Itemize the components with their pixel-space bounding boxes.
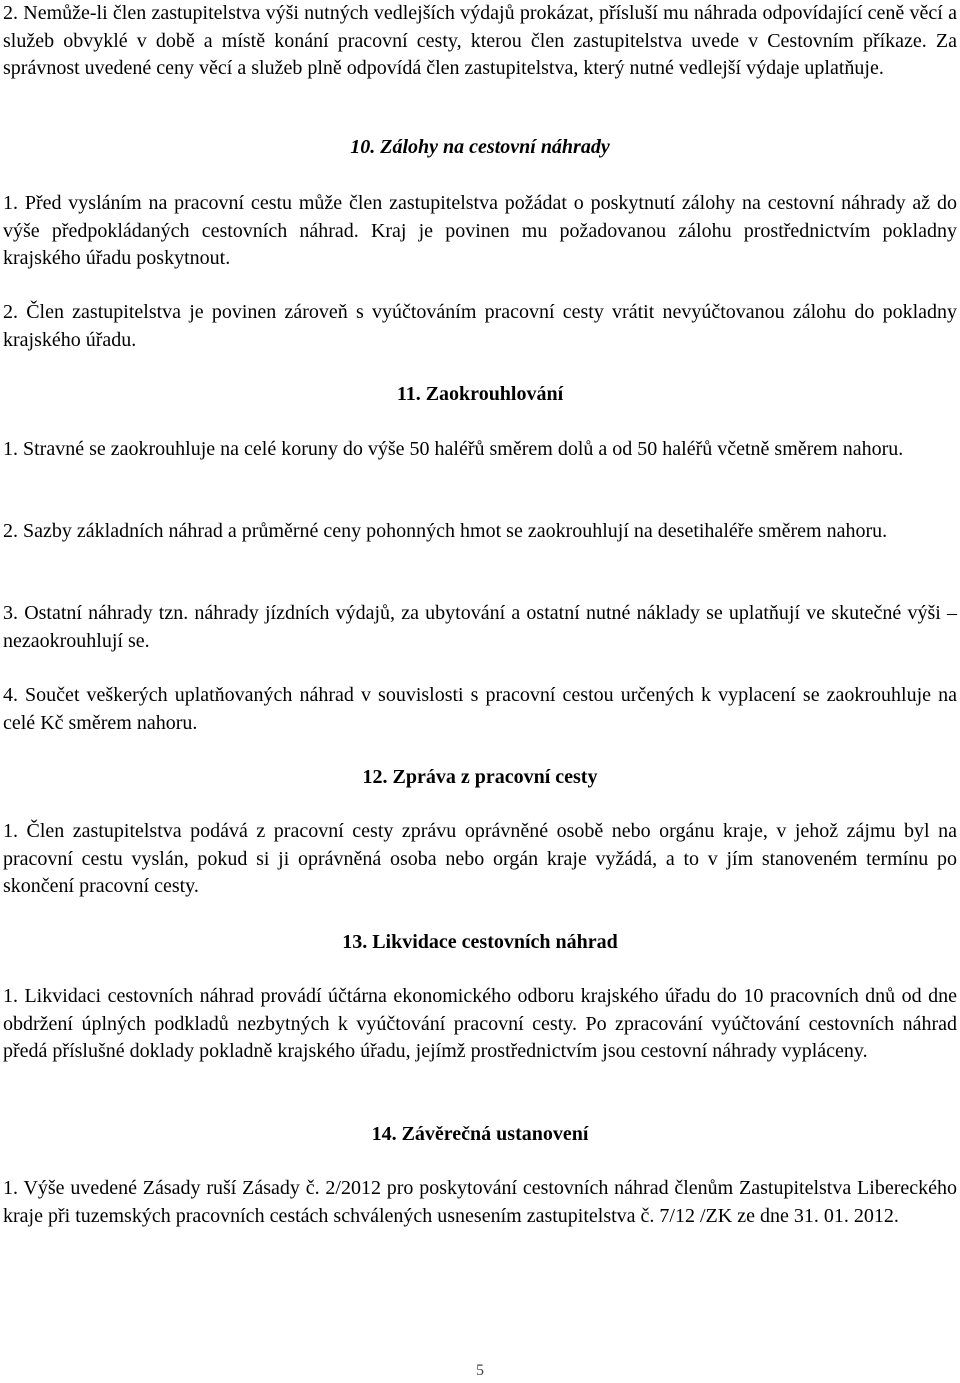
paragraph-sec10-item2: 2. Člen zastupitelstva je povinen zároveň s vyúčtováním pracovní cesty vrátit nevyúčtovanou zálohu do pokladny krajského úřadu.	[3, 301, 957, 351]
paragraph-sec11-item4: 4. Součet veškerých uplatňovaných náhrad v souvislosti s pracovní cestou určených k vyplacení se zaokrouhluje na celé Kč směrem nahoru.	[3, 684, 957, 734]
heading-sec11: 11. Zaokrouhlování	[396, 383, 564, 405]
paragraph-sec11-item2: 2. Sazby základních náhrad a průměrné ceny pohonných hmot se zaokrouhlují na desetihaléře směrem nahoru.	[3, 520, 888, 542]
paragraph-sec13-item1: 1. Likvidaci cestovních náhrad provádí účtárna ekonomického odboru krajského úřadu do 10 pracovních dnů od dne obdržení úplných podkladů nezbytných k vyúčtování pracovní cesty. Po zpracování vyúčtování cestovních náhrad předá příslušné doklady pokladně krajského úřadu, jejímž prostřednictvím jsou cestovní náhrady vypláceny.	[3, 985, 957, 1063]
paragraph-sec9-item2: 2. Nemůže-li člen zastupitelstva výši nutných vedlejších výdajů prokázat, přísluší mu náhrada odpovídající ceně věcí a služeb obvyklé v době a místě konání pracovní cesty, kterou člen zastupitelstva uvede v Cestovním příkaze. Za správnost uvedené ceny věcí a služeb plně odpovídá člen zastupitelstva, který nutné vedlejší výdaje uplatňuje.	[3, 2, 957, 80]
heading-sec12: 12. Zpráva z pracovní cesty	[362, 766, 598, 788]
page-number: 5	[476, 1362, 484, 1379]
paragraph-sec12-item1: 1. Člen zastupitelstva podává z pracovní cesty zprávu oprávněné osobě nebo orgánu kraje, v jehož zájmu byl na pracovní cestu vyslán, pokud si ji oprávněná osoba nebo orgán kraje vyžádá, a to v jím stanoveném termínu po skončení pracovní cesty.	[3, 820, 957, 898]
paragraph-sec10-item1: 1. Před vysláním na pracovní cestu může člen zastupitelstva požádat o poskytnutí zálohy na cestovní náhrady až do výše předpokládaných cestovních náhrad. Kraj je povinen mu požadovanou zálohu prostřednictvím pokladny krajského úřadu poskytnout.	[3, 192, 957, 270]
paragraph-sec14-item1: 1. Výše uvedené Zásady ruší Zásady č. 2/2012 pro poskytování cestovních náhrad členům Zastupitelstva Libereckého kraje při tuzemských pracovních cestách schválených usnesením zastupitelstva č. 7/12 /ZK ze dne 31. 01. 2012.	[3, 1177, 957, 1227]
paragraph-sec11-item1: 1. Stravné se zaokrouhluje na celé koruny do výše 50 haléřů směrem dolů a od 50 haléřů včetně směrem nahoru.	[3, 438, 904, 460]
heading-sec13: 13. Likvidace cestovních náhrad	[342, 931, 618, 953]
heading-sec10: 10. Zálohy na cestovní náhrady	[350, 136, 610, 158]
paragraph-sec11-item3: 3. Ostatní náhrady tzn. náhrady jízdních výdajů, za ubytování a ostatní nutné náklady se uplatňují ve skutečné výši – nezaokrouhlují se.	[3, 602, 957, 652]
heading-sec14: 14. Závěrečná ustanovení	[371, 1123, 589, 1145]
